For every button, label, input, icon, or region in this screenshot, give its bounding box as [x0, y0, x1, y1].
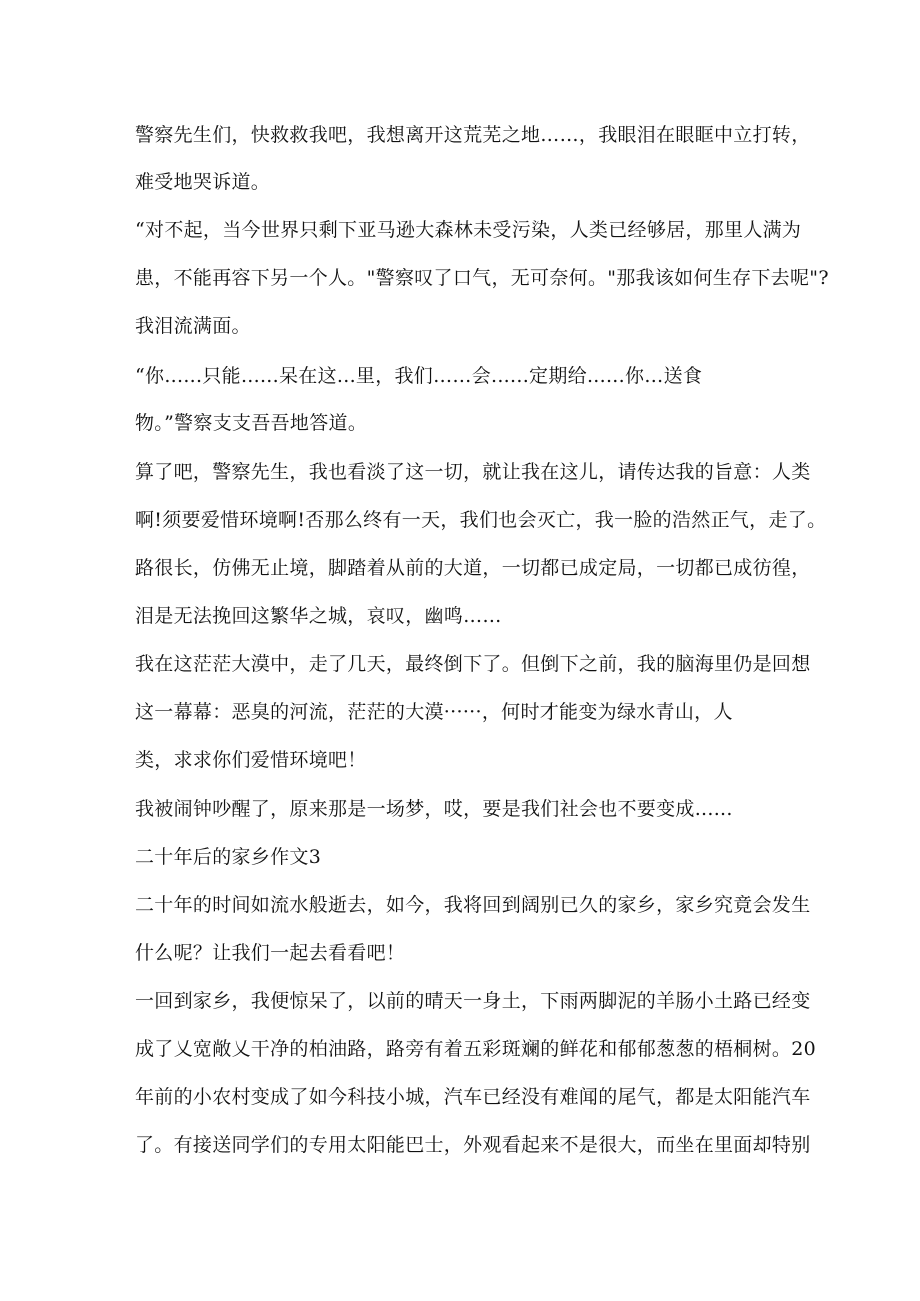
- text-line: “你......只能......呆在这...里，我们……会......定期给......你…送食: [135, 365, 703, 387]
- text-line: 物。”警察支支吾吾地答道。: [135, 412, 368, 434]
- text-line: 患，不能再容下另一个人。"警察叹了口气，无可奈何。"那我该如何生存下去呢"?: [135, 267, 829, 289]
- text-line: 成了乂宽敞乂干净的柏油路，路旁有着五彩斑斓的鲜花和郁郁葱葱的梧桐树。20: [135, 1038, 816, 1060]
- text-line: 什么呢？让我们一起去看看吧！: [135, 942, 406, 964]
- text-line: 这一幕幕：恶臭的河流，茫茫的大漠······，何时才能变为绿水青山，人: [135, 701, 733, 723]
- text-line: 路很长，仿佛无止境，脚踏着从前的大道，一切都已成定局，一切都已成彷徨，: [135, 557, 811, 579]
- text-line: 类，求求你们爱惜环境吧！: [135, 749, 367, 771]
- text-line: 我在这茫茫大漠中，走了几天，最终倒下了。但倒下之前，我的脑海里仍是回想: [135, 653, 811, 675]
- text-line: 我被闹钟吵醒了，原来那是一场梦，哎，要是我们社会也不要变成......: [135, 798, 733, 820]
- text-line: 了。有接送同学们的专用太阳能巴士，外观看起来不是很大，而坐在里面却特别: [135, 1134, 811, 1156]
- text-line: 算了吧，警察先生，我也看淡了这一切，就让我在这儿，请传达我的旨意：人类: [135, 461, 811, 483]
- text-line: 泪是无法挽回这繁华之城，哀叹，幽鸣……: [135, 605, 502, 627]
- section-heading: 二十年后的家乡作文3: [135, 846, 322, 868]
- text-line: 啊!须要爱惜环境啊!否那么终有一天，我们也会灭亡，我一脸的浩然正气，走了。: [135, 509, 827, 531]
- text-line: 二十年的时间如流水般逝去，如今，我将回到阔别已久的家乡，家乡究竟会发生: [135, 894, 811, 916]
- text-line: “对不起，当今世界只剩下亚马逊大森林未受污染，人类已经够居，那里人满为: [135, 219, 802, 241]
- text-line: 一回到家乡，我便惊呆了，以前的晴天一身土，下雨两脚泥的羊肠小土路已经变: [135, 990, 811, 1012]
- text-line: 警察先生们，快救救我吧，我想离开这荒芜之地……，我眼泪在眼眶中立打转，: [135, 124, 811, 146]
- text-line: 难受地哭诉道。: [135, 171, 271, 193]
- text-line: 年前的小农村变成了如今科技小城，汽车已经没有难闻的尾气，都是太阳能汽车: [135, 1086, 811, 1108]
- text-line: 我泪流满面。: [135, 315, 251, 337]
